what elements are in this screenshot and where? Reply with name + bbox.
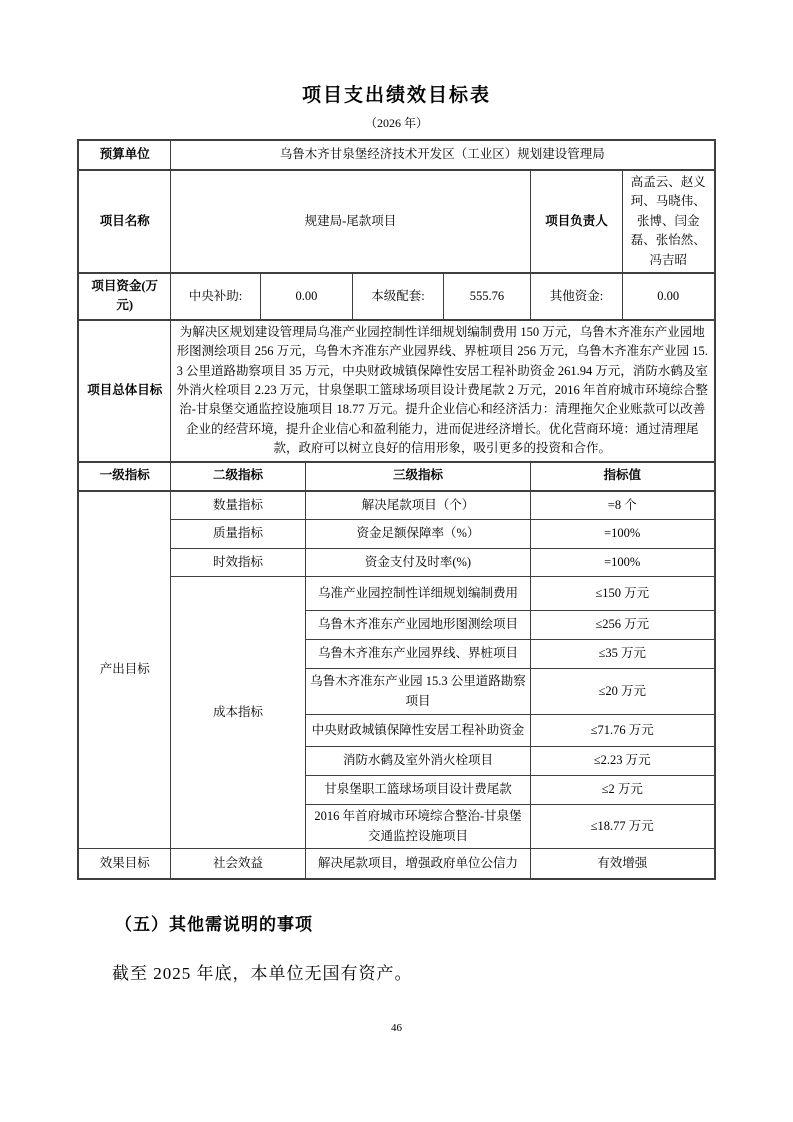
indicator-value: =8 个 bbox=[530, 491, 714, 520]
indicator-level3: 甘泉堡职工篮球场项目设计费尾款 bbox=[305, 776, 530, 805]
indicator-level3: 资金足额保障率（%） bbox=[305, 520, 530, 549]
performance-target-table bbox=[77, 139, 715, 880]
header-level3: 三级指标 bbox=[305, 462, 530, 491]
effect-goal-label: 效果目标 bbox=[78, 849, 170, 879]
indicator-value: ≤2 万元 bbox=[530, 776, 714, 805]
indicator-value: ≤2.23 万元 bbox=[530, 747, 714, 776]
overall-goal-row bbox=[78, 320, 714, 462]
indicator-level2: 时效指标 bbox=[170, 549, 305, 577]
overall-goal-label: 项目总体目标 bbox=[78, 320, 170, 462]
indicator-row bbox=[78, 491, 714, 520]
indicator-level3: 乌鲁木齐准东产业园界线、界桩项目 bbox=[305, 640, 530, 669]
indicator-level3: 消防水鹤及室外消火栓项目 bbox=[305, 747, 530, 776]
indicator-value: 有效增强 bbox=[530, 849, 714, 879]
section-heading: （五）其他需说明的事项 bbox=[115, 914, 313, 934]
indicator-value: ≤20 万元 bbox=[530, 669, 714, 715]
funds-central-label: 中央补助: bbox=[170, 273, 260, 320]
section-text: 截至 2025 年底，本单位无国有资产。 bbox=[112, 963, 413, 983]
funds-central-value: 0.00 bbox=[260, 273, 352, 320]
indicator-level3: 资金支付及时率(%) bbox=[305, 549, 530, 577]
funds-local-value: 555.76 bbox=[443, 273, 530, 320]
project-name-row bbox=[78, 170, 714, 273]
output-goal-label: 产出目标 bbox=[78, 491, 170, 849]
budget-unit-row bbox=[78, 140, 714, 170]
page-number: 46 bbox=[391, 1022, 402, 1034]
project-name-value: 规建局-尾款项目 bbox=[170, 170, 530, 273]
funds-other-label: 其他资金: bbox=[530, 273, 622, 320]
project-funds-row bbox=[78, 273, 714, 320]
indicator-level3: 解决尾款项目（个） bbox=[305, 491, 530, 520]
overall-goal-text: 为解决区规划建设管理局乌准产业园控制性详细规划编制费用 150 万元，乌鲁木齐准东产业园地形图测绘项目 256 万元，乌鲁木齐准东产业园界线、界桩项目 256 万元，乌鲁木齐准东产业园 15.3 公里道路勘察项目 35 万元，中央财政城镇保障性安居工程补助资金 261.94 万元，消防水鹤及室外消火栓项目 2.23 万元，甘泉堡职工篮球场项目设计费尾款 2 万元，2016 年首府城市环境综合整治-甘泉堡交通监控设施项目 18.77 万元。提升企业信心和经济活力：清理拖欠企业账款可以改善企业的经营环境，提升企业信心和盈利能力，进而促进经济增长。优化营商环境：通过清理尾款，政府可以树立良好的信用形象，吸引更多的投资和合作。 bbox=[170, 320, 714, 462]
indicator-value: =100% bbox=[530, 520, 714, 549]
indicator-row bbox=[78, 520, 714, 549]
indicator-level2: 社会效益 bbox=[170, 849, 305, 879]
indicator-value: =100% bbox=[530, 549, 714, 577]
project-leader-value: 高孟云、赵义珂、马晓伟、张博、闫金磊、张怡然、冯吉昭 bbox=[622, 170, 714, 273]
indicator-value: ≤256 万元 bbox=[530, 611, 714, 640]
project-name-label: 项目名称 bbox=[78, 170, 170, 273]
indicator-row bbox=[78, 549, 714, 577]
cost-indicator-label: 成本指标 bbox=[170, 577, 305, 849]
indicator-value: ≤35 万元 bbox=[530, 640, 714, 669]
header-level1: 一级指标 bbox=[78, 462, 170, 491]
funds-label: 项目资金(万元) bbox=[78, 273, 170, 320]
indicator-header-row bbox=[78, 462, 714, 491]
indicator-level3: 解决尾款项目，增强政府单位公信力 bbox=[305, 849, 530, 879]
funds-local-label: 本级配套: bbox=[352, 273, 443, 320]
project-leader-label: 项目负责人 bbox=[530, 170, 622, 273]
indicator-row bbox=[78, 577, 714, 611]
indicator-level3: 2016 年首府城市环境综合整治-甘泉堡交通监控设施项目 bbox=[305, 805, 530, 849]
page-subtitle: （2026 年） bbox=[364, 116, 428, 130]
indicator-level2: 质量指标 bbox=[170, 520, 305, 549]
indicator-value: ≤150 万元 bbox=[530, 577, 714, 611]
header-value: 指标值 bbox=[530, 462, 714, 491]
indicator-level2: 数量指标 bbox=[170, 491, 305, 520]
indicator-value: ≤71.76 万元 bbox=[530, 715, 714, 747]
indicator-level3: 乌鲁木齐准东产业园 15.3 公里道路勘察项目 bbox=[305, 669, 530, 715]
indicator-level3: 乌鲁木齐准东产业园地形图测绘项目 bbox=[305, 611, 530, 640]
indicator-level3: 乌准产业园控制性详细规划编制费用 bbox=[305, 577, 530, 611]
effect-goal-row bbox=[78, 849, 714, 879]
page-title: 项目支出绩效目标表 bbox=[301, 85, 491, 106]
header-level2: 二级指标 bbox=[170, 462, 305, 491]
funds-other-value: 0.00 bbox=[622, 273, 714, 320]
indicator-value: ≤18.77 万元 bbox=[530, 805, 714, 849]
indicator-level3: 中央财政城镇保障性安居工程补助资金 bbox=[305, 715, 530, 747]
budget-unit-label: 预算单位 bbox=[78, 140, 170, 170]
budget-unit-value: 乌鲁木齐甘泉堡经济技术开发区（工业区）规划建设管理局 bbox=[170, 140, 714, 170]
